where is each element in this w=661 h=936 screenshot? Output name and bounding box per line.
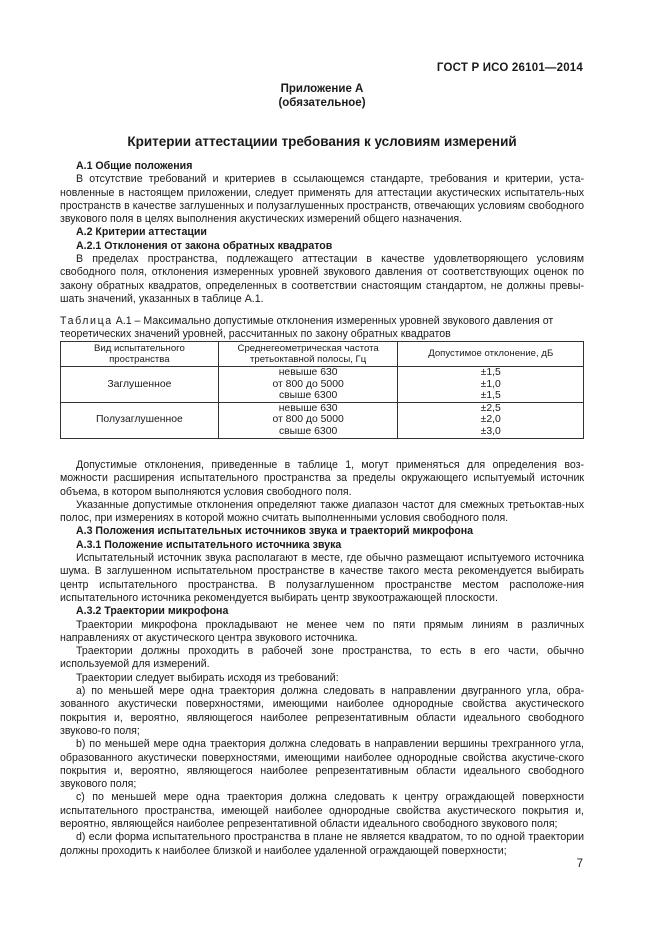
table-caption-label: Таблица: [60, 315, 113, 327]
text-block-1: [60, 160, 584, 306]
header-frequency: Среднегеометрическая частота третьоктавной полосы, Гц: [218, 342, 398, 367]
deviation-cell: ±3,0: [398, 426, 584, 438]
document-code: ГОСТ Р ИСО 26101—2014: [436, 62, 583, 74]
paragraph-a1: В отсутствие требований и критериев в ссылающемся стандарте, требования и критерии, уста-новленные в настоящем приложении, следует применять для аттестации акустических испытатель-ных пространств в качестве заглушенных и полузаглушенных пространств, отвечающих условиям свободного звукового поля в целях выполнения акустических измерений общего назначения.: [60, 173, 584, 226]
list-item: c) по меньшей мере одна траектория должна следовать к центру ограждающей поверхности испытательного пространства, имеющей наиболее однородные свойства акустического покрытия и, вероятно, являющейся наиболее репрезентативной области идеального свободного звукового поля;: [60, 791, 584, 831]
space-type-cell: Полузаглушенное: [61, 402, 219, 438]
frequency-cell: невыше 630: [218, 402, 398, 414]
heading-a21: А.2.1 Отклонения от закона обратных квадратов: [76, 239, 333, 252]
header-space-type: Вид испытательного пространства: [61, 342, 219, 367]
paragraph-a21: В пределах пространства, подлежащего аттестации в качестве удовлетворяющего условиям свободного поля, отклонения измеренных уровней звукового давления от соответствующих оценок по закону обратных квадратов, определенных в соответствии снастоящим стандартом, не должны превы-шать значений, указанных в таблице А.1.: [60, 253, 584, 305]
table-row: [61, 367, 584, 379]
header-deviation: Допустимое отклонение, дБ: [398, 342, 584, 367]
heading-a31: А.3.1 Положение испытательного источника звука: [76, 538, 342, 551]
page-number: 7: [576, 858, 583, 870]
space-type-cell: Заглушенное: [61, 367, 219, 403]
frequency-cell: свыше 6300: [218, 390, 398, 402]
paragraph-deviations: Допустимые отклонения, приведенные в таблице 1, могут применяться для определения воз-можности расширения испытательного пространства за пределы окружающего испытуемый источник объема, в котором выполняются условия свободного поля.: [60, 459, 584, 498]
deviation-cell: ±1,5: [398, 390, 584, 402]
section-title: Критерии аттестациии требования к условиям измерений: [127, 134, 517, 149]
frequency-cell: невыше 630: [218, 367, 398, 379]
deviation-table: [60, 341, 584, 439]
heading-a1: А.1 Общие положения: [76, 160, 193, 172]
table-caption-text: А.1 – Максимально допустимые отклонения измеренных уровней звукового давления от теоретических значений уровней, рассчитанных по закону обратных квадратов: [60, 315, 554, 340]
annex-status: (обязательное): [278, 97, 366, 109]
list-item: d) если форма испытательного пространства в плане не является квадратом, то по одной траектории должны проходить к наиболее близкой и наиболее удаленной ограждающей поверхности;: [60, 831, 584, 857]
paragraph-a31: Испытательный источник звука располагают в месте, где обычно размещают испытуемого источника шума. В заглушенном испытательном пространстве в качестве такого места рекомендуется выбирать центр испытательного пространства. В полузаглушенном пространстве местом расположе-ния испытательного источника рекомендуется выбирать центр звукоотражающей плоскости.: [60, 552, 584, 604]
table-row: [61, 402, 584, 414]
paragraph-a32-3: Траектории следует выбирать исходя из требований:: [76, 671, 339, 684]
deviation-cell: ±1,0: [398, 379, 584, 391]
text-block-2: [60, 459, 584, 858]
heading-a32: А.3.2 Траектории микрофона: [76, 605, 229, 618]
frequency-cell: от 800 до 5000: [218, 414, 398, 426]
deviation-cell: ±2,5: [398, 402, 584, 414]
annex-heading: [60, 82, 584, 110]
heading-a2: А.2 Критерии аттестации: [76, 226, 207, 239]
table-caption: [60, 315, 584, 341]
table-header-row: [61, 342, 584, 367]
paragraph-a32-1: Траектории микрофона прокладывают не менее чем по пяти прямым линиям в различных направлениях от акустического центра звукового источника.: [60, 618, 584, 644]
annex-title: Приложение А: [280, 83, 364, 95]
frequency-cell: от 800 до 5000: [218, 379, 398, 391]
deviation-cell: ±2,0: [398, 414, 584, 426]
deviation-cell: ±1,5: [398, 367, 584, 379]
paragraph-frequency-range: Указанные допустимые отклонения определяют также диапазон частот для смежных третьоктав-ных полос, при измерениях в которой можно считать выполненными условия свободного поля.: [60, 498, 584, 525]
list-item: а) по меньшей мере одна траектория должна следовать в направлении двугранного угла, обра-зованного акустически поверхностями, имеющими наиболее однородные свойства акустического покрытия и, вероятно, являющегося наиболее репрезентативным области идеального свободного звуково-го поля;: [60, 685, 584, 737]
list-item: b) по меньшей мере одна траектория должна следовать в направлении вершины трехгранного угла, образованного акустически поверхностями, имеющими наиболее однородные свойства акустиче-ского покрытия и, вероятно, являющегося наиболее репрезентативным области идеального свободного звукового поля;: [60, 738, 584, 791]
heading-a3: А.3 Положения испытательных источников звука и траекторий микрофона: [76, 525, 474, 538]
frequency-cell: свыше 6300: [218, 426, 398, 438]
paragraph-a32-2: Траектории должны проходить в рабочей зоне пространства, то есть в его части, обычно используемой для измерений.: [60, 645, 584, 671]
